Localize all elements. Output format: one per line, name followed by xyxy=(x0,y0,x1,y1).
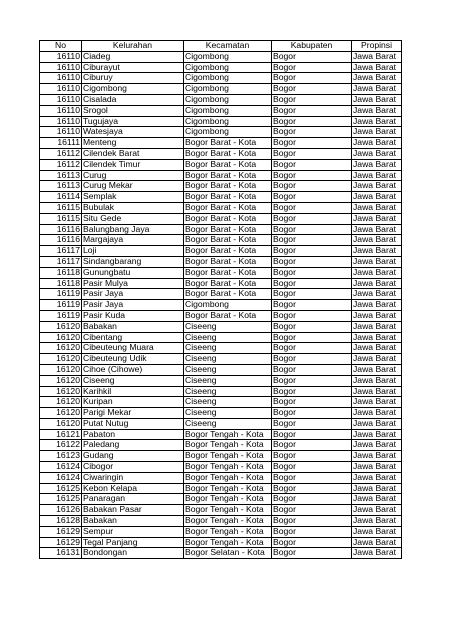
cell-kecamatan: Bogor Barat - Kota xyxy=(184,170,272,181)
cell-kabupaten: Bogor xyxy=(272,472,352,483)
table-row xyxy=(40,235,402,246)
table-row xyxy=(40,127,402,138)
cell-no: 16114 xyxy=(40,192,82,203)
cell-kabupaten: Bogor xyxy=(272,537,352,548)
cell-propinsi: Jawa Barat xyxy=(352,192,402,203)
cell-propinsi: Jawa Barat xyxy=(352,94,402,105)
cell-kabupaten: Bogor xyxy=(272,397,352,408)
table-row xyxy=(40,343,402,354)
cell-no: 16120 xyxy=(40,321,82,332)
cell-kabupaten: Bogor xyxy=(272,127,352,138)
cell-propinsi: Jawa Barat xyxy=(352,148,402,159)
table-row xyxy=(40,526,402,537)
cell-kecamatan: Bogor Barat - Kota xyxy=(184,192,272,203)
cell-kelurahan: Menteng xyxy=(82,138,184,149)
cell-kabupaten: Bogor xyxy=(272,213,352,224)
table-row xyxy=(40,332,402,343)
cell-propinsi: Jawa Barat xyxy=(352,159,402,170)
table-row xyxy=(40,375,402,386)
table-row xyxy=(40,462,402,473)
cell-kabupaten: Bogor xyxy=(272,256,352,267)
cell-propinsi: Jawa Barat xyxy=(352,505,402,516)
table-row xyxy=(40,202,402,213)
cell-propinsi: Jawa Barat xyxy=(352,364,402,375)
cell-kabupaten: Bogor xyxy=(272,483,352,494)
cell-propinsi: Jawa Barat xyxy=(352,105,402,116)
cell-kelurahan: Pasir Jaya xyxy=(82,289,184,300)
cell-no: 16120 xyxy=(40,343,82,354)
cell-propinsi: Jawa Barat xyxy=(352,202,402,213)
cell-no: 16110 xyxy=(40,127,82,138)
cell-propinsi: Jawa Barat xyxy=(352,462,402,473)
cell-propinsi: Jawa Barat xyxy=(352,429,402,440)
cell-kecamatan: Ciseeng xyxy=(184,386,272,397)
cell-kabupaten: Bogor xyxy=(272,235,352,246)
table-header xyxy=(40,41,402,52)
cell-kelurahan: Watesjaya xyxy=(82,127,184,138)
cell-kelurahan: Paledang xyxy=(82,440,184,451)
cell-no: 16120 xyxy=(40,386,82,397)
cell-propinsi: Jawa Barat xyxy=(352,418,402,429)
cell-kelurahan: Ciburuy xyxy=(82,73,184,84)
cell-no: 16110 xyxy=(40,84,82,95)
cell-kelurahan: Ciburayut xyxy=(82,62,184,73)
cell-kecamatan: Ciseeng xyxy=(184,418,272,429)
cell-kabupaten: Bogor xyxy=(272,62,352,73)
cell-no: 16124 xyxy=(40,462,82,473)
cell-kabupaten: Bogor xyxy=(272,246,352,257)
cell-propinsi: Jawa Barat xyxy=(352,170,402,181)
table-body xyxy=(40,51,402,558)
cell-kelurahan: Ciadeg xyxy=(82,51,184,62)
cell-kecamatan: Bogor Tengah - Kota xyxy=(184,537,272,548)
cell-kecamatan: Bogor Barat - Kota xyxy=(184,235,272,246)
table-row xyxy=(40,213,402,224)
cell-kelurahan: Pasir Kuda xyxy=(82,310,184,321)
cell-kecamatan: Bogor Tengah - Kota xyxy=(184,505,272,516)
cell-kabupaten: Bogor xyxy=(272,192,352,203)
cell-kabupaten: Bogor xyxy=(272,116,352,127)
cell-kecamatan: Bogor Barat - Kota xyxy=(184,224,272,235)
cell-kelurahan: Ciseeng xyxy=(82,375,184,386)
cell-kecamatan: Bogor Barat - Kota xyxy=(184,202,272,213)
cell-kecamatan: Ciseeng xyxy=(184,343,272,354)
cell-kecamatan: Cigombong xyxy=(184,62,272,73)
cell-kabupaten: Bogor xyxy=(272,138,352,149)
cell-kecamatan: Cigombong xyxy=(184,300,272,311)
cell-no: 16110 xyxy=(40,116,82,127)
cell-propinsi: Jawa Barat xyxy=(352,516,402,527)
cell-kecamatan: Cigombong xyxy=(184,84,272,95)
table-row xyxy=(40,170,402,181)
table-row xyxy=(40,321,402,332)
table-row xyxy=(40,289,402,300)
cell-kelurahan: Srogol xyxy=(82,105,184,116)
cell-kecamatan: Bogor Tengah - Kota xyxy=(184,494,272,505)
header-row xyxy=(40,41,402,52)
cell-kelurahan: Balungbang Jaya xyxy=(82,224,184,235)
cell-kecamatan: Bogor Tengah - Kota xyxy=(184,526,272,537)
cell-kecamatan: Bogor Barat - Kota xyxy=(184,148,272,159)
cell-kecamatan: Ciseeng xyxy=(184,364,272,375)
cell-kelurahan: Babakan xyxy=(82,321,184,332)
cell-kelurahan: Cilendek Barat xyxy=(82,148,184,159)
cell-propinsi: Jawa Barat xyxy=(352,343,402,354)
cell-kabupaten: Bogor xyxy=(272,516,352,527)
cell-kelurahan: Sempur xyxy=(82,526,184,537)
cell-kabupaten: Bogor xyxy=(272,364,352,375)
table-row xyxy=(40,116,402,127)
cell-propinsi: Jawa Barat xyxy=(352,386,402,397)
cell-kabupaten: Bogor xyxy=(272,462,352,473)
cell-no: 16110 xyxy=(40,73,82,84)
cell-kabupaten: Bogor xyxy=(272,105,352,116)
cell-propinsi: Jawa Barat xyxy=(352,408,402,419)
table-row xyxy=(40,440,402,451)
cell-propinsi: Jawa Barat xyxy=(352,548,402,559)
table-row xyxy=(40,267,402,278)
cell-kelurahan: Babakan xyxy=(82,516,184,527)
cell-kelurahan: Tugujaya xyxy=(82,116,184,127)
cell-propinsi: Jawa Barat xyxy=(352,494,402,505)
cell-kabupaten: Bogor xyxy=(272,505,352,516)
cell-propinsi: Jawa Barat xyxy=(352,537,402,548)
cell-kelurahan: Sindangbarang xyxy=(82,256,184,267)
cell-no: 16120 xyxy=(40,375,82,386)
cell-no: 16118 xyxy=(40,267,82,278)
cell-kelurahan: Loji xyxy=(82,246,184,257)
cell-kelurahan: Panaragan xyxy=(82,494,184,505)
cell-no: 16120 xyxy=(40,354,82,365)
cell-kelurahan: Cisalada xyxy=(82,94,184,105)
cell-no: 16131 xyxy=(40,548,82,559)
cell-propinsi: Jawa Barat xyxy=(352,321,402,332)
cell-kelurahan: Margajaya xyxy=(82,235,184,246)
cell-propinsi: Jawa Barat xyxy=(352,310,402,321)
cell-kecamatan: Cigombong xyxy=(184,116,272,127)
table-row xyxy=(40,159,402,170)
cell-no: 16128 xyxy=(40,516,82,527)
cell-no: 16121 xyxy=(40,429,82,440)
cell-kelurahan: Situ Gede xyxy=(82,213,184,224)
cell-kecamatan: Bogor Selatan - Kota xyxy=(184,548,272,559)
cell-kelurahan: Tegal Panjang xyxy=(82,537,184,548)
cell-kecamatan: Ciseeng xyxy=(184,354,272,365)
cell-propinsi: Jawa Barat xyxy=(352,73,402,84)
table-row xyxy=(40,537,402,548)
cell-no: 16120 xyxy=(40,397,82,408)
cell-kabupaten: Bogor xyxy=(272,418,352,429)
cell-propinsi: Jawa Barat xyxy=(352,267,402,278)
cell-propinsi: Jawa Barat xyxy=(352,375,402,386)
cell-no: 16116 xyxy=(40,224,82,235)
cell-kabupaten: Bogor xyxy=(272,224,352,235)
cell-kecamatan: Bogor Tengah - Kota xyxy=(184,472,272,483)
table-row xyxy=(40,483,402,494)
cell-kecamatan: Bogor Barat - Kota xyxy=(184,159,272,170)
cell-kecamatan: Cigombong xyxy=(184,73,272,84)
cell-kecamatan: Ciseeng xyxy=(184,321,272,332)
cell-kecamatan: Cigombong xyxy=(184,127,272,138)
cell-kabupaten: Bogor xyxy=(272,267,352,278)
cell-kecamatan: Bogor Tengah - Kota xyxy=(184,483,272,494)
table-row xyxy=(40,138,402,149)
cell-kecamatan: Bogor Tengah - Kota xyxy=(184,462,272,473)
table-row xyxy=(40,192,402,203)
table-row xyxy=(40,73,402,84)
cell-kelurahan: Karihkil xyxy=(82,386,184,397)
cell-no: 16115 xyxy=(40,202,82,213)
cell-propinsi: Jawa Barat xyxy=(352,246,402,257)
cell-kecamatan: Bogor Barat - Kota xyxy=(184,138,272,149)
table-row xyxy=(40,548,402,559)
cell-kelurahan: Cibogor xyxy=(82,462,184,473)
cell-kecamatan: Bogor Barat - Kota xyxy=(184,256,272,267)
cell-kabupaten: Bogor xyxy=(272,526,352,537)
cell-no: 16123 xyxy=(40,451,82,462)
cell-kecamatan: Bogor Barat - Kota xyxy=(184,213,272,224)
cell-propinsi: Jawa Barat xyxy=(352,526,402,537)
table-row xyxy=(40,148,402,159)
cell-kecamatan: Bogor Barat - Kota xyxy=(184,246,272,257)
table-row xyxy=(40,429,402,440)
header-no: No xyxy=(40,41,82,52)
cell-no: 16120 xyxy=(40,418,82,429)
cell-kecamatan: Cigombong xyxy=(184,51,272,62)
cell-kelurahan: Cibeuteung Udik xyxy=(82,354,184,365)
cell-no: 16129 xyxy=(40,526,82,537)
cell-kecamatan: Bogor Tengah - Kota xyxy=(184,516,272,527)
cell-no: 16111 xyxy=(40,138,82,149)
cell-no: 16120 xyxy=(40,332,82,343)
cell-propinsi: Jawa Barat xyxy=(352,256,402,267)
cell-propinsi: Jawa Barat xyxy=(352,397,402,408)
table-row xyxy=(40,181,402,192)
cell-no: 16119 xyxy=(40,289,82,300)
cell-kecamatan: Bogor Tengah - Kota xyxy=(184,440,272,451)
cell-no: 16113 xyxy=(40,170,82,181)
cell-kabupaten: Bogor xyxy=(272,202,352,213)
table-row xyxy=(40,300,402,311)
table-row xyxy=(40,418,402,429)
table-row xyxy=(40,451,402,462)
cell-kabupaten: Bogor xyxy=(272,321,352,332)
cell-no: 16110 xyxy=(40,62,82,73)
cell-kelurahan: Cihoe (Cihowe) xyxy=(82,364,184,375)
cell-kabupaten: Bogor xyxy=(272,94,352,105)
table-row xyxy=(40,310,402,321)
cell-kabupaten: Bogor xyxy=(272,548,352,559)
cell-kecamatan: Ciseeng xyxy=(184,408,272,419)
cell-kelurahan: Semplak xyxy=(82,192,184,203)
cell-kelurahan: Gudang xyxy=(82,451,184,462)
table-row xyxy=(40,62,402,73)
cell-kabupaten: Bogor xyxy=(272,300,352,311)
cell-kelurahan: Parigi Mekar xyxy=(82,408,184,419)
cell-kecamatan: Ciseeng xyxy=(184,332,272,343)
cell-propinsi: Jawa Barat xyxy=(352,84,402,95)
cell-kabupaten: Bogor xyxy=(272,375,352,386)
header-kelurahan: Kelurahan xyxy=(82,41,184,52)
table-row xyxy=(40,51,402,62)
cell-kecamatan: Bogor Barat - Kota xyxy=(184,289,272,300)
cell-kecamatan: Bogor Barat - Kota xyxy=(184,267,272,278)
cell-kelurahan: Bubulak xyxy=(82,202,184,213)
cell-kecamatan: Ciseeng xyxy=(184,375,272,386)
cell-kelurahan: Cilendek Timur xyxy=(82,159,184,170)
cell-kabupaten: Bogor xyxy=(272,51,352,62)
cell-propinsi: Jawa Barat xyxy=(352,440,402,451)
header-kabupaten: Kabupaten xyxy=(272,41,352,52)
cell-no: 16120 xyxy=(40,364,82,375)
cell-propinsi: Jawa Barat xyxy=(352,289,402,300)
cell-propinsi: Jawa Barat xyxy=(352,483,402,494)
cell-kabupaten: Bogor xyxy=(272,343,352,354)
cell-kecamatan: Bogor Barat - Kota xyxy=(184,310,272,321)
cell-kecamatan: Bogor Barat - Kota xyxy=(184,278,272,289)
table-row xyxy=(40,224,402,235)
cell-kecamatan: Ciseeng xyxy=(184,397,272,408)
table-row xyxy=(40,278,402,289)
cell-kabupaten: Bogor xyxy=(272,181,352,192)
cell-propinsi: Jawa Barat xyxy=(352,354,402,365)
cell-no: 16117 xyxy=(40,246,82,257)
postal-code-table xyxy=(39,40,402,559)
cell-no: 16110 xyxy=(40,51,82,62)
cell-no: 16126 xyxy=(40,505,82,516)
cell-no: 16112 xyxy=(40,159,82,170)
cell-kabupaten: Bogor xyxy=(272,451,352,462)
cell-no: 16115 xyxy=(40,213,82,224)
cell-propinsi: Jawa Barat xyxy=(352,138,402,149)
cell-kecamatan: Bogor Tengah - Kota xyxy=(184,451,272,462)
cell-no: 16118 xyxy=(40,278,82,289)
table-row xyxy=(40,386,402,397)
table-row xyxy=(40,94,402,105)
cell-kelurahan: Bondongan xyxy=(82,548,184,559)
table-row xyxy=(40,84,402,95)
cell-kelurahan: Kuripan xyxy=(82,397,184,408)
cell-no: 16125 xyxy=(40,483,82,494)
cell-kabupaten: Bogor xyxy=(272,84,352,95)
cell-no: 16124 xyxy=(40,472,82,483)
cell-propinsi: Jawa Barat xyxy=(352,127,402,138)
cell-kelurahan: Pasir Mulya xyxy=(82,278,184,289)
cell-kabupaten: Bogor xyxy=(272,440,352,451)
cell-kecamatan: Bogor Tengah - Kota xyxy=(184,429,272,440)
cell-propinsi: Jawa Barat xyxy=(352,332,402,343)
table-row xyxy=(40,246,402,257)
header-propinsi: Propinsi xyxy=(352,41,402,52)
cell-propinsi: Jawa Barat xyxy=(352,213,402,224)
cell-kelurahan: Curug xyxy=(82,170,184,181)
cell-kabupaten: Bogor xyxy=(272,386,352,397)
cell-propinsi: Jawa Barat xyxy=(352,235,402,246)
cell-propinsi: Jawa Barat xyxy=(352,181,402,192)
header-kecamatan: Kecamatan xyxy=(184,41,272,52)
cell-kabupaten: Bogor xyxy=(272,278,352,289)
cell-no: 16119 xyxy=(40,300,82,311)
cell-kelurahan: Putat Nutug xyxy=(82,418,184,429)
cell-kelurahan: Pasir Jaya xyxy=(82,300,184,311)
cell-kelurahan: Cibentang xyxy=(82,332,184,343)
cell-kabupaten: Bogor xyxy=(272,494,352,505)
cell-kecamatan: Bogor Barat - Kota xyxy=(184,181,272,192)
cell-no: 16117 xyxy=(40,256,82,267)
table-row xyxy=(40,354,402,365)
cell-no: 16122 xyxy=(40,440,82,451)
cell-kecamatan: Cigombong xyxy=(184,105,272,116)
cell-kabupaten: Bogor xyxy=(272,289,352,300)
cell-kelurahan: Pabaton xyxy=(82,429,184,440)
table-row xyxy=(40,408,402,419)
cell-propinsi: Jawa Barat xyxy=(352,451,402,462)
cell-kabupaten: Bogor xyxy=(272,159,352,170)
cell-no: 16129 xyxy=(40,537,82,548)
table-row xyxy=(40,505,402,516)
cell-propinsi: Jawa Barat xyxy=(352,224,402,235)
cell-propinsi: Jawa Barat xyxy=(352,51,402,62)
cell-kabupaten: Bogor xyxy=(272,354,352,365)
table-row xyxy=(40,256,402,267)
cell-no: 16110 xyxy=(40,105,82,116)
cell-propinsi: Jawa Barat xyxy=(352,62,402,73)
cell-kelurahan: Babakan Pasar xyxy=(82,505,184,516)
cell-kabupaten: Bogor xyxy=(272,429,352,440)
cell-no: 16119 xyxy=(40,310,82,321)
cell-propinsi: Jawa Barat xyxy=(352,472,402,483)
table-row xyxy=(40,397,402,408)
table-row xyxy=(40,516,402,527)
cell-propinsi: Jawa Barat xyxy=(352,300,402,311)
cell-propinsi: Jawa Barat xyxy=(352,278,402,289)
cell-kelurahan: Cibeuteung Muara xyxy=(82,343,184,354)
cell-kabupaten: Bogor xyxy=(272,310,352,321)
cell-kabupaten: Bogor xyxy=(272,408,352,419)
cell-kecamatan: Cigombong xyxy=(184,94,272,105)
cell-kabupaten: Bogor xyxy=(272,148,352,159)
cell-kelurahan: Curug Mekar xyxy=(82,181,184,192)
cell-no: 16113 xyxy=(40,181,82,192)
cell-kelurahan: Ciwaringin xyxy=(82,472,184,483)
cell-kelurahan: Kebon Kelapa xyxy=(82,483,184,494)
table-row xyxy=(40,105,402,116)
table-row xyxy=(40,472,402,483)
cell-kabupaten: Bogor xyxy=(272,73,352,84)
cell-no: 16110 xyxy=(40,94,82,105)
cell-propinsi: Jawa Barat xyxy=(352,116,402,127)
cell-no: 16116 xyxy=(40,235,82,246)
table-row xyxy=(40,364,402,375)
cell-kelurahan: Cigombong xyxy=(82,84,184,95)
cell-kabupaten: Bogor xyxy=(272,332,352,343)
cell-kelurahan: Gunungbatu xyxy=(82,267,184,278)
cell-no: 16112 xyxy=(40,148,82,159)
cell-kabupaten: Bogor xyxy=(272,170,352,181)
cell-no: 16125 xyxy=(40,494,82,505)
table-row xyxy=(40,494,402,505)
cell-no: 16120 xyxy=(40,408,82,419)
